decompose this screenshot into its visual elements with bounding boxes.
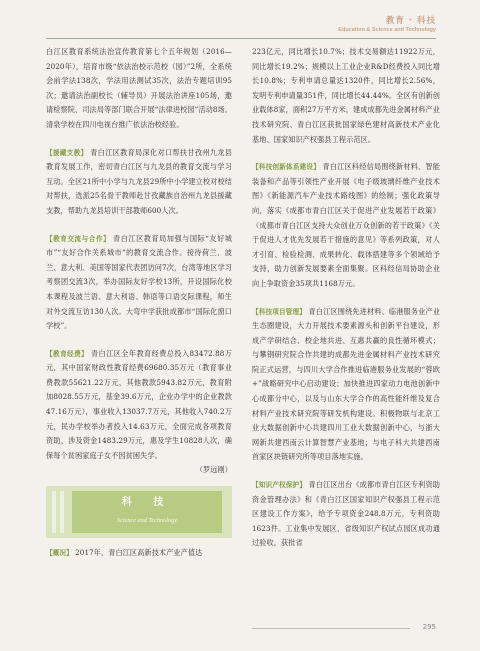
right-column — [252, 45, 440, 551]
paragraph-text: 223亿元，同比增长10.7%；技术交易额达11922万元，同比增长19.2%；规模以上工业企业R&D经费投入同比增长10.8%；专利申请总量达1320件，同比增长2.56%，发明专利申请量351件，同比增长44.44%。全区有创新创业载体8家，面积27万平方米，建成成都先进金属材料产业技术研究院、青白江区获批国家绿色建材高新技术产业化基地、国家知识产权强县工程示范区。 — [252, 47, 440, 144]
section-tag: 【知识产权保护】 — [252, 481, 307, 490]
author-signature: （罗远刚） — [195, 465, 232, 475]
paragraph-ip-protection — [252, 478, 440, 551]
section-tag: 【科技创新体系建设】 — [252, 163, 321, 172]
banner-subtitle: Science and Technology — [117, 517, 177, 524]
paragraph-exchange — [46, 232, 232, 334]
banner-stripe — [60, 491, 64, 533]
paragraph-text: 青白江区出台《成都市青白江区专利资助资金管理办法》和《青白江区国家知识产权强县工程示范区建设工作方案》，给予专项资金248.8万元，专利资助1623件。工业集中发展区、省级知识产权试点园区成功通过验收，获批省 — [252, 480, 440, 548]
paragraph-overview — [46, 546, 232, 561]
paragraph-text: 青白江区教育局深化对口帮扶甘孜州九龙县教育发展工作，密切青白江区与九龙县的教育交流与学习互动。全区21所中小学与九龙县29所中小学建立校对校结对帮扶，选派25名骨干教师赴甘孜藏族自治州九龙县援藏支教，帮助九龙县培训干部教师600人次。 — [46, 147, 232, 215]
paragraph — [252, 45, 440, 147]
paragraph — [46, 45, 232, 133]
paragraph-text: 青白江区科经信局围绕新材料、智能装备和产品等引领性产业开展《电子级玻璃纤维产业技术图》《新能源汽车产业技术路线图》的绘制；强化政策导向，落实《成都市青白江区关于促进产业发展若干政策》（成都市青白江区支持大众创业万众创新的若干政策》《关于促进人才优先发展若干措施的意见》等系列政策，对人才引育、检验检测、成果转化、载体搭建等多个领域给予支持，助力创新发展要素全面集聚。区科经信局协助企业向上争取资金35项共1168万元。 — [252, 162, 440, 288]
section-title: 教育 · 科技 — [385, 16, 436, 26]
left-column — [46, 45, 232, 561]
footer-rule — [252, 628, 410, 629]
header-rule — [46, 38, 436, 39]
paragraph-text: 白江区教育系统法治宣传教育第七个五年规划（2016—2020年），培育市级“依法治校示范校（园）”2所，全系统会前学法138次，学法用法测试35次，法治专题培训95次；邀请法治副校长（辅导员）开展法治讲座105场，邀请检察院、司法局等部门联合开展“法律进校园”活动8场。清泉学校在四川电视台推广依法治校经验。 — [46, 47, 232, 129]
page-number: 295 — [422, 623, 436, 631]
running-header — [338, 14, 436, 33]
paragraph-text: 青白江区围绕先进材料、临港服务业产业生态圈建设，大力开展技术要素源头和创新平台建设，形成产学研结合、校企地共进、互惠共赢的良性循环模式；与攀钢研究院合作共建的成都先进金属材料产业技术研究院正式运营，与四川大学合作推进临港服务业发展的“蓉欧+”战略研究中心启动建设；加快推进四家动力电池创新中心成都分中心，以及与山东大学合作的高性能纤维及复合材料产业技术研究院等研发机构建设。积极物联与北京工业大数据创新中心共建四川工业大数据创新中心，与浙大网新共建西南云计算智慧产业基地；与电子科大共建西南首家区块链研究所等项目落地实施。 — [252, 306, 440, 462]
paragraph-funding — [46, 347, 232, 464]
section-tag: 【概况】 — [46, 549, 73, 558]
paragraph-text: 青白江区全年教育经费总投入83472.88万元，其中国家财政性教育经费69680.35万元（教育事业费教款55621.22万元，其他教款5943.82万元，教育附加8028.55万元，基金39.6万元，企业办学中的企业教款47.16万元），事业收入13037.7万元，其他收入740.2万元，民办学校举办者投入14.63万元，全面完成各项教育资助，涉及资金1483.29万元，惠及学生10828人次，确保每个贫困家庭子女不因贫困失学。 — [46, 348, 232, 460]
banner-title: 科 技 — [121, 496, 173, 508]
paragraph-aid-tibet — [46, 146, 232, 219]
section-tag: 【教育经费】 — [46, 349, 89, 358]
section-tag: 【教育交流与合作】 — [46, 234, 111, 243]
section-tag: 【科技项目管理】 — [252, 307, 307, 316]
banner-stripe — [52, 491, 56, 533]
banner-box — [72, 491, 222, 533]
section-subtitle: Education & Science and Technology — [338, 27, 436, 33]
paragraph-text: 青白江区教育局加强与国际“友好城市”“友好合作关系城市”的教育交流合作。接待荷兰、波兰、意大利、美国等国家代表团访问7次，台湾等地区学习考察团交流3次，举办国际友好学校13所，开设国际化校本课程及波兰语、意大利语、韩语等口语交际课程，师生对外交流互访130人次。大弯中学获批成都市“国际化窗口学校”。 — [46, 233, 232, 331]
paragraph-text: 2017年，青白江区高新技术产业产值达 — [75, 548, 203, 558]
section-banner — [46, 486, 232, 538]
section-tag: 【援藏支教】 — [46, 148, 88, 157]
paragraph-project-management — [252, 305, 440, 466]
paragraph-innovation-system — [252, 160, 440, 291]
